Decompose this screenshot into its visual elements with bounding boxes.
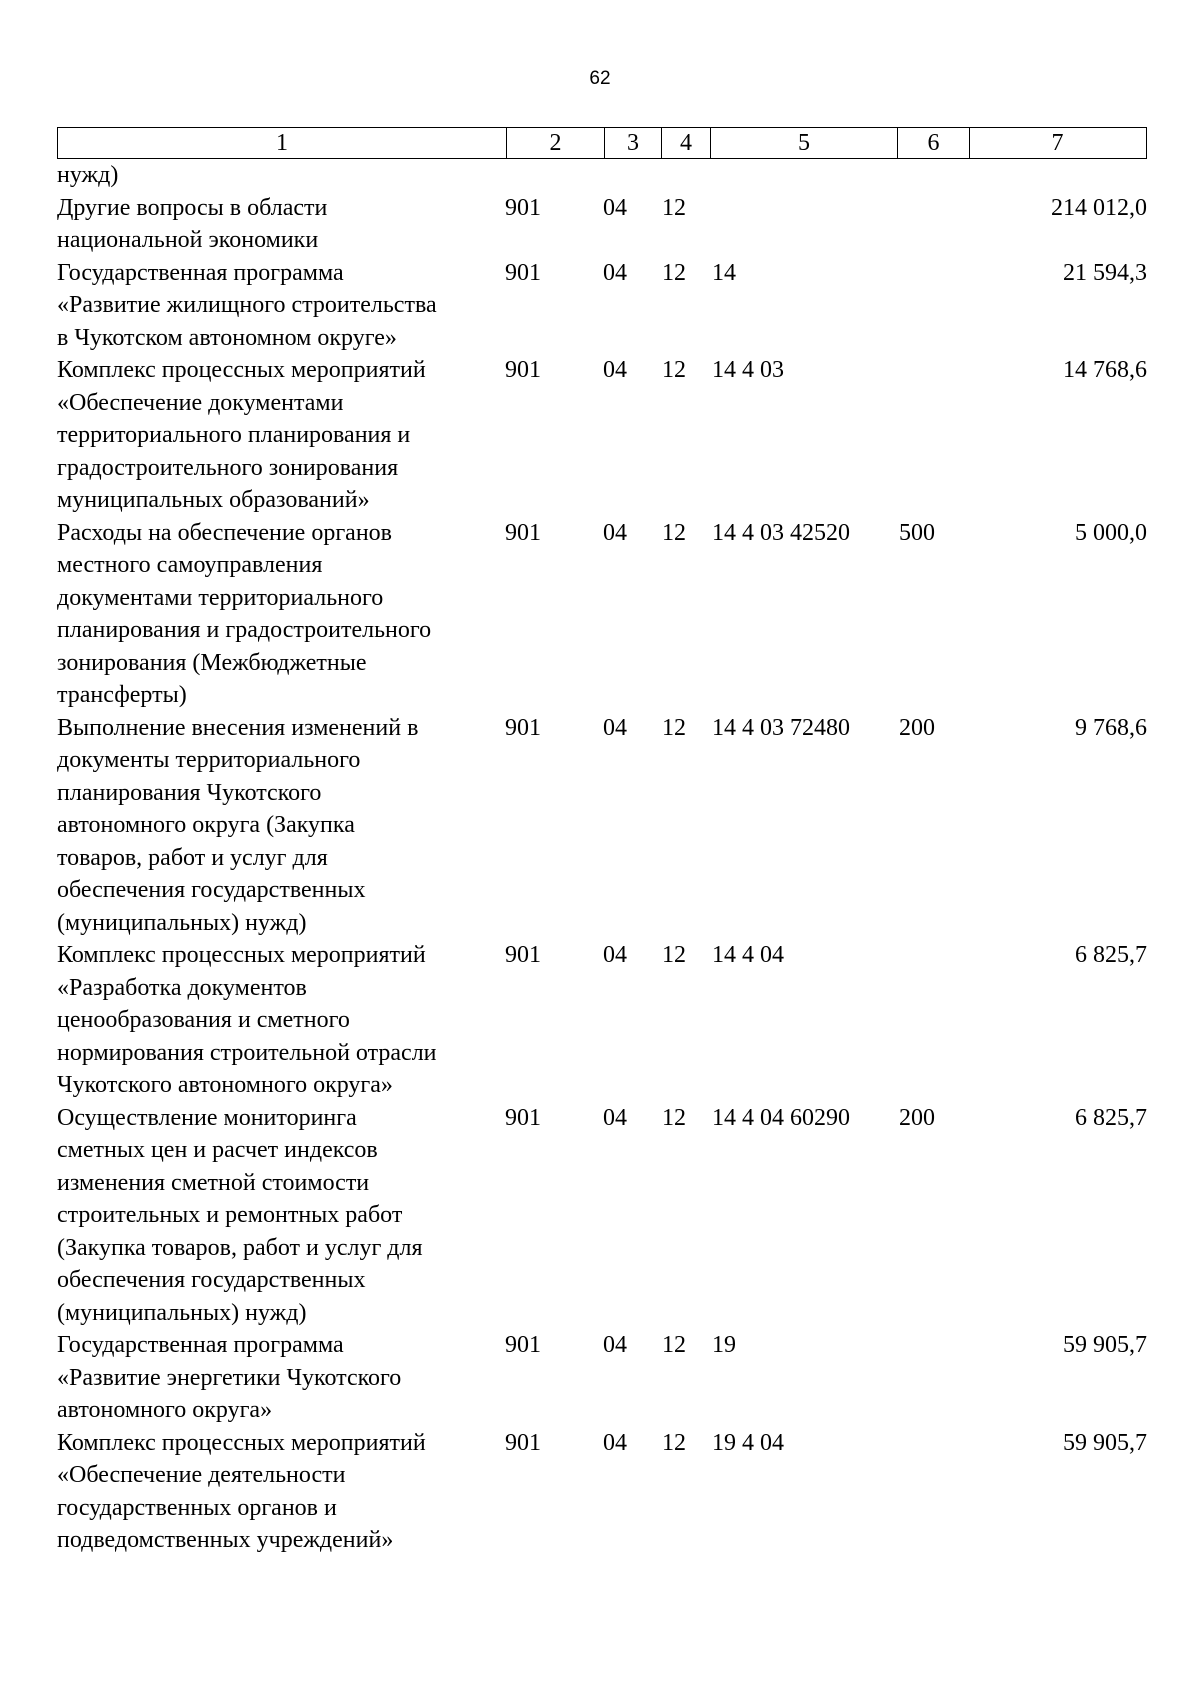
row-amount: 6 825,7 [1075,942,1147,968]
budget-table-body [57,159,1147,1557]
row-code-subsection: 12 [662,259,686,286]
table-row [57,192,1147,257]
row-amount: 59 905,7 [1063,1429,1147,1456]
row-code-section: 04 [603,357,627,383]
column-header-7: 7 [1051,130,1064,156]
row-amount: 14 768,6 [1063,357,1147,383]
row-code-section: 04 [603,1104,627,1131]
row-code-ministry: 901 [505,1429,541,1456]
table-row [57,354,1147,517]
row-code-section: 04 [603,259,627,286]
row-code-subsection: 12 [662,1104,686,1131]
row-amount: 21 594,3 [1063,259,1147,286]
row-amount: 5 000,0 [1075,519,1147,546]
row-amount: 214 012,0 [1051,194,1147,221]
page-number: 62 [589,68,611,89]
row-code-ministry: 901 [505,1332,541,1358]
table-row [57,1427,1147,1557]
row-description: Осуществление мониторинга сметных цен и расчет индексов изменения сметной стоимости строительных и ремонтных работ (Закупка товаров, работ и услуг для обеспечения государственных (муниципальных) нужд) [57,1104,423,1326]
column-header-1: 1 [58,128,507,158]
row-code-section: 04 [603,1429,627,1456]
row-code-target: 14 4 03 72480 [712,714,850,741]
row-code-subsection: 12 [662,714,686,741]
row-code-expense-type: 200 [899,1104,935,1131]
table-header [57,127,1147,159]
column-header-2: 2 [507,128,605,158]
row-code-ministry: 901 [505,519,541,546]
row-code-subsection: 12 [662,1429,686,1456]
row-code-section: 04 [603,942,627,968]
row-amount: 59 905,7 [1063,1332,1147,1358]
row-code-section: 04 [603,519,627,546]
row-code-ministry: 901 [505,357,541,383]
row-code-ministry: 901 [505,714,541,741]
row-code-target: 14 4 04 [712,942,784,968]
row-code-target: 19 [712,1332,736,1358]
row-code-section: 04 [603,194,627,221]
table-row [57,939,1147,1102]
table-row [57,257,1147,355]
row-description: Другие вопросы в области национальной экономики [57,194,328,253]
table-row [57,159,1147,192]
row-code-expense-type: 200 [899,714,935,741]
row-description: Комплекс процессных мероприятий «Разработка документов ценообразования и сметного нормирования строительной отрасли Чукотского автономного округа» [57,942,437,1098]
column-header-3: 3 [605,128,662,158]
row-code-target: 14 4 03 [712,357,784,383]
row-code-section: 04 [603,1332,627,1358]
row-code-subsection: 12 [662,357,686,383]
table-row [57,1102,1147,1330]
row-code-ministry: 901 [505,942,541,968]
column-header-6: 6 [898,128,970,158]
table-row [57,712,1147,940]
row-description: Государственная программа «Развитие жилищного строительства в Чукотском автономном округе» [57,259,437,351]
column-header-5: 5 [711,128,898,158]
row-amount: 6 825,7 [1075,1104,1147,1131]
row-code-section: 04 [603,714,627,741]
row-code-ministry: 901 [505,259,541,286]
row-code-ministry: 901 [505,194,541,221]
row-code-target: 14 [712,259,736,286]
row-amount: 9 768,6 [1075,714,1147,741]
table-row [57,1329,1147,1427]
row-description: Комплекс процессных мероприятий «Обеспечение деятельности государственных органов и подведомственных учреждений» [57,1429,426,1553]
row-code-subsection: 12 [662,519,686,546]
row-code-subsection: 12 [662,1332,686,1358]
row-code-subsection: 12 [662,194,686,221]
row-code-ministry: 901 [505,1104,541,1131]
row-code-target: 14 4 04 60290 [712,1104,850,1131]
row-description: нужд) [57,162,119,188]
row-description: Государственная программа «Развитие энергетики Чукотского автономного округа» [57,1332,402,1423]
row-code-target: 14 4 03 42520 [712,519,850,546]
column-header-4: 4 [662,128,711,158]
row-code-expense-type: 500 [899,519,935,546]
row-description: Комплекс процессных мероприятий «Обеспечение документами территориального планирования и градостроительного зонирования муниципальных образований» [57,357,426,513]
row-description: Расходы на обеспечение органов местного самоуправления документами территориального планирования и градостроительного зонирования (Межбюджетные трансферты) [57,519,432,708]
row-description: Выполнение внесения изменений в документы территориального планирования Чукотского автономного округа (Закупка товаров, работ и услуг для обеспечения государственных (муниципальных) нужд) [57,714,419,936]
table-row [57,517,1147,712]
row-code-subsection: 12 [662,942,686,968]
row-code-target: 19 4 04 [712,1429,784,1456]
